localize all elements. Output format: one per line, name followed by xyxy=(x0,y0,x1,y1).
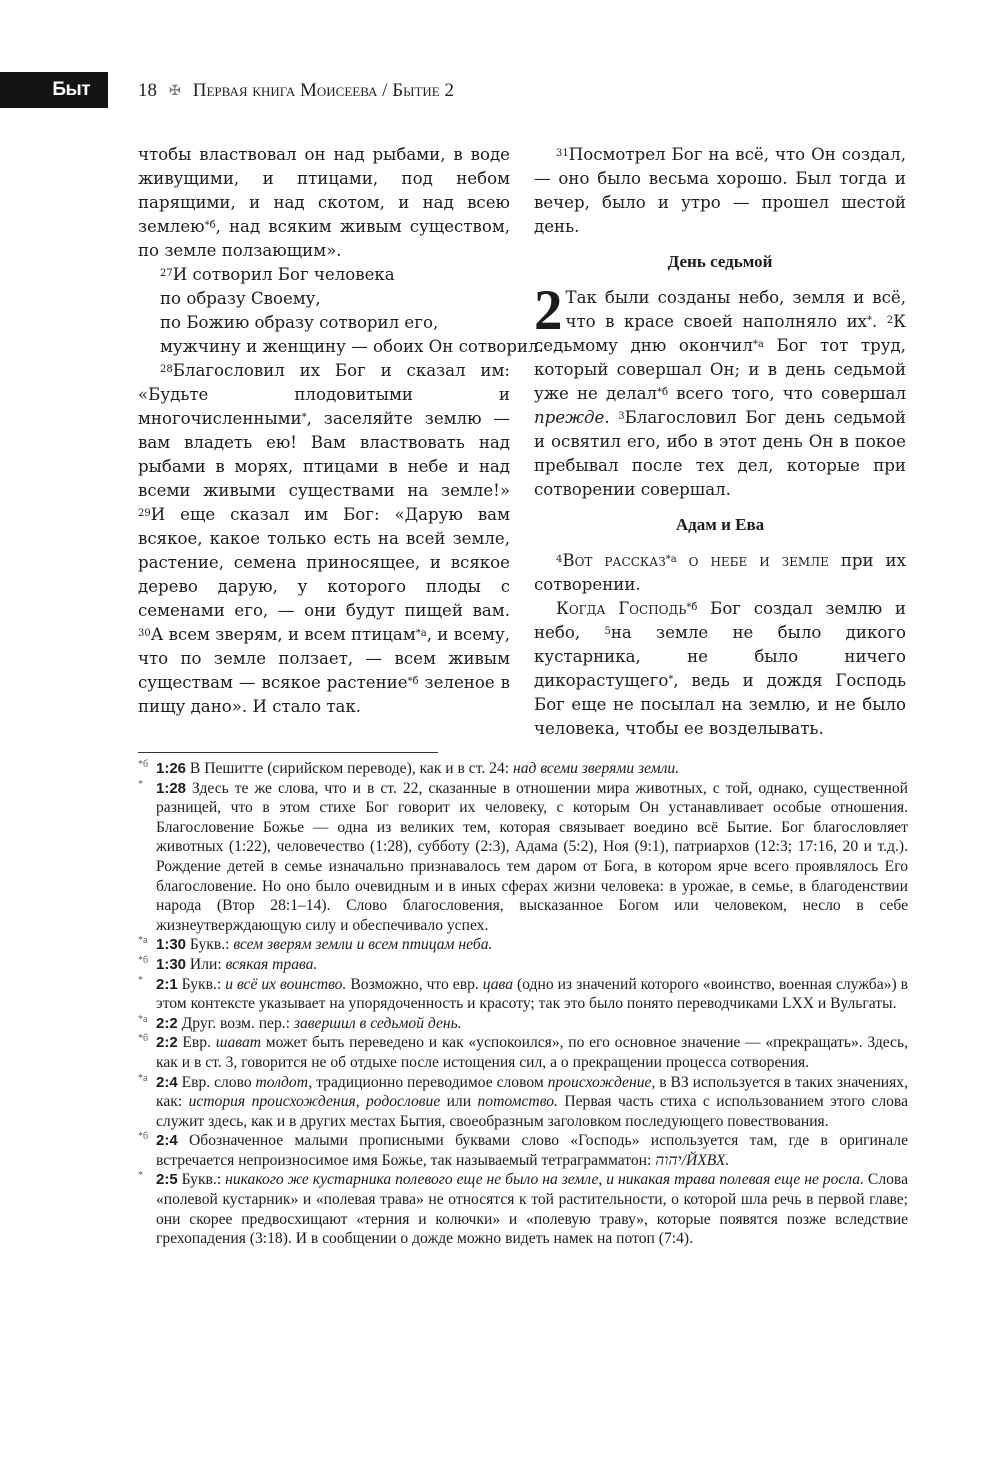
poem-line: $^{27}$И сотворил Бог человека xyxy=(160,265,395,284)
footnote: *а 1:30 Букв.: всем зверям земли и всем птицам неба. xyxy=(138,935,493,954)
left-column xyxy=(138,143,544,719)
footnote: * 2:5 Букв.: никакого же кустарника полевого еще не было на земле, и никакая трава полевая еще не росла. Слова «полевой кустарник» и «полевая трава» не относятся к той растительности, о которой шла речь в первой главе; они скорее предвосхищают «терния и колючки» и «полевую траву», которые появятся позже вследствие грехопадения (3:18). И в сообщении о дожде можно видеть намек на потоп (7:4). xyxy=(138,1170,908,1248)
book-tab: Быт xyxy=(0,72,108,108)
footnote: *б 2:4 Обозначенное малыми прописными буквами слово «Господь» используется там, где в оригинале встречается непроизносимое имя Божье, так называемый тетраграмматон: יהוה/ЙХВХ. xyxy=(138,1131,908,1169)
section-heading: Адам и Ева xyxy=(675,515,765,534)
footnote: * 2:1 Букв.: и всё их воинство. Возможно, что евр. цава (одно из значений которого «воинство, военная служба») в этом контексте указывает на упорядоченность и красоту; так это было понято переводчиками LXX и Вульгаты. xyxy=(138,974,908,1013)
paragraph: чтобы властвовал он над рыбами, в воде живущими, и птицами, под небом парящими, и над скотом, и над всею землею$^{*б}$, над всяким живым существом, по земле ползающим». xyxy=(138,145,510,260)
page-number: 18 xyxy=(138,80,157,101)
ornament-icon: ✠ xyxy=(169,83,181,99)
paragraph: $^{28}$Благословил их Бог и сказал им: «Будьте плодовитыми и многочисленными*, заселяйте землю — вам владеть ею! Вам властвовать над рыбами в морях, птицами в небе и над всеми живыми существами на земле!» $^{29}$И еще сказал им Бог: «Дарую вам всякое, какое только есть на всей земле, растение, семена приносящее, и всякое дерево дарую, у которого плоды с семенами его, — они будут пищей вам. $^{30}$А всем зверям, и всем птицам$^{*а}$, и всему, что по земле ползает, — всем живым существам — всякое растение$^{*б}$ зеленое в пищу дано». И стало так. xyxy=(138,361,510,716)
footnote: *б 1:30 Или: всякая трава. xyxy=(138,954,318,973)
footnote: *а 2:4 Евр. слово толдот, традиционно переводимое словом происхождение, в ВЗ используется в таких значениях, как: история происхождения, родословие или потомство. Первая часть стиха с использованием этого слова служит здесь, как и в других местах Бытия, своеобразным заголовком последующего повествования. xyxy=(138,1072,909,1130)
section-heading: День седьмой xyxy=(667,252,773,271)
running-title: Первая книга Моисеева / Бытие 2 xyxy=(192,80,454,101)
poem-line: мужчину и женщину — обоих Он сотворил. xyxy=(160,337,544,356)
footnotes xyxy=(138,759,908,1249)
footnote: *а 2:2 Друг. возм. пер.: завершил в седьмой день. xyxy=(138,1013,462,1032)
footnote: *б 1:26 В Пешитте (сирийском переводе), как и в ст. 24: над всеми зверями земли. xyxy=(138,759,680,777)
footnote-rule xyxy=(138,752,438,753)
footnote: * 1:28 Здесь те же слова, что и в ст. 22, сказанные в отношении мира животных, с той, однако, существенной разницей, что в этом стихе Бог говорит их человеку, с которым Он устанавливает особые отношения. Благословение Божье — одна из великих тем, которая связывает воедино всё Бытие. Бог благословляет животных (1:22), человечество (1:28), субботу (2:3), Адама (5:2), Ноя (9:1), патриархов (12:3; 17:16, 20 и т.д.). Рождение детей в семье изначально признавалось тем даром от Бога, в котором ярче всего проявлялось Его благословение. Но оно было очевидным и в иных сферах жизни человека: в урожае, в семье, в благоденствии народа (Втор 28:1–14). Слово благословения, высказанное Богом или человеком, несло в себе жизнеутверждающую силу и обеспечивало успех. xyxy=(138,778,908,934)
right-column xyxy=(534,143,906,741)
paragraph: Когда Господь$^{*б}$ Бог создал землю и небо, $^5$на земле не было дикого кустарника, не было ничего дикорастущего*, ведь и дождя Господь Бог еще не посылал на землю, и не было человека, чтобы ее возделывать. xyxy=(534,599,906,738)
poem-line: по Божию образу сотворил его, xyxy=(160,313,439,332)
paragraph: $^{31}$Посмотрел Бог на всё, что Он создал, — оно было весьма хорошо. Был тогда и вечер, было и утро — прошел шестой день. xyxy=(534,145,906,236)
paragraph: 2 Так были созданы небо, земля и всё, что в красе своей наполняло их*. $^2$К седьмому дню окончил$^{*а}$ Бог тот труд, который совершал Он; и в день седьмой уже не делал$^{*б}$ всего того, что совершал прежде. $^3$Благословил Бог день седьмой и освятил его, ибо в этот день Он в покое пребывал после тех дел, которые при сотворении совершал. xyxy=(534,279,906,499)
poem-line: по образу Своему, xyxy=(160,289,321,308)
running-header xyxy=(138,80,454,102)
footnote: *б 2:2 Евр. шават может быть переведено и как «успокоился», по его основное значение — «прекращать». Здесь, как и в ст. 3, говорится не об отдыхе после истощения сил, а о прекращении процесса сотворения. xyxy=(138,1033,908,1071)
chapter-number: 2 xyxy=(534,279,563,342)
paragraph: $^4$Вот рассказ$^{*а}$ о небе и земле при их сотворении. xyxy=(534,551,906,594)
